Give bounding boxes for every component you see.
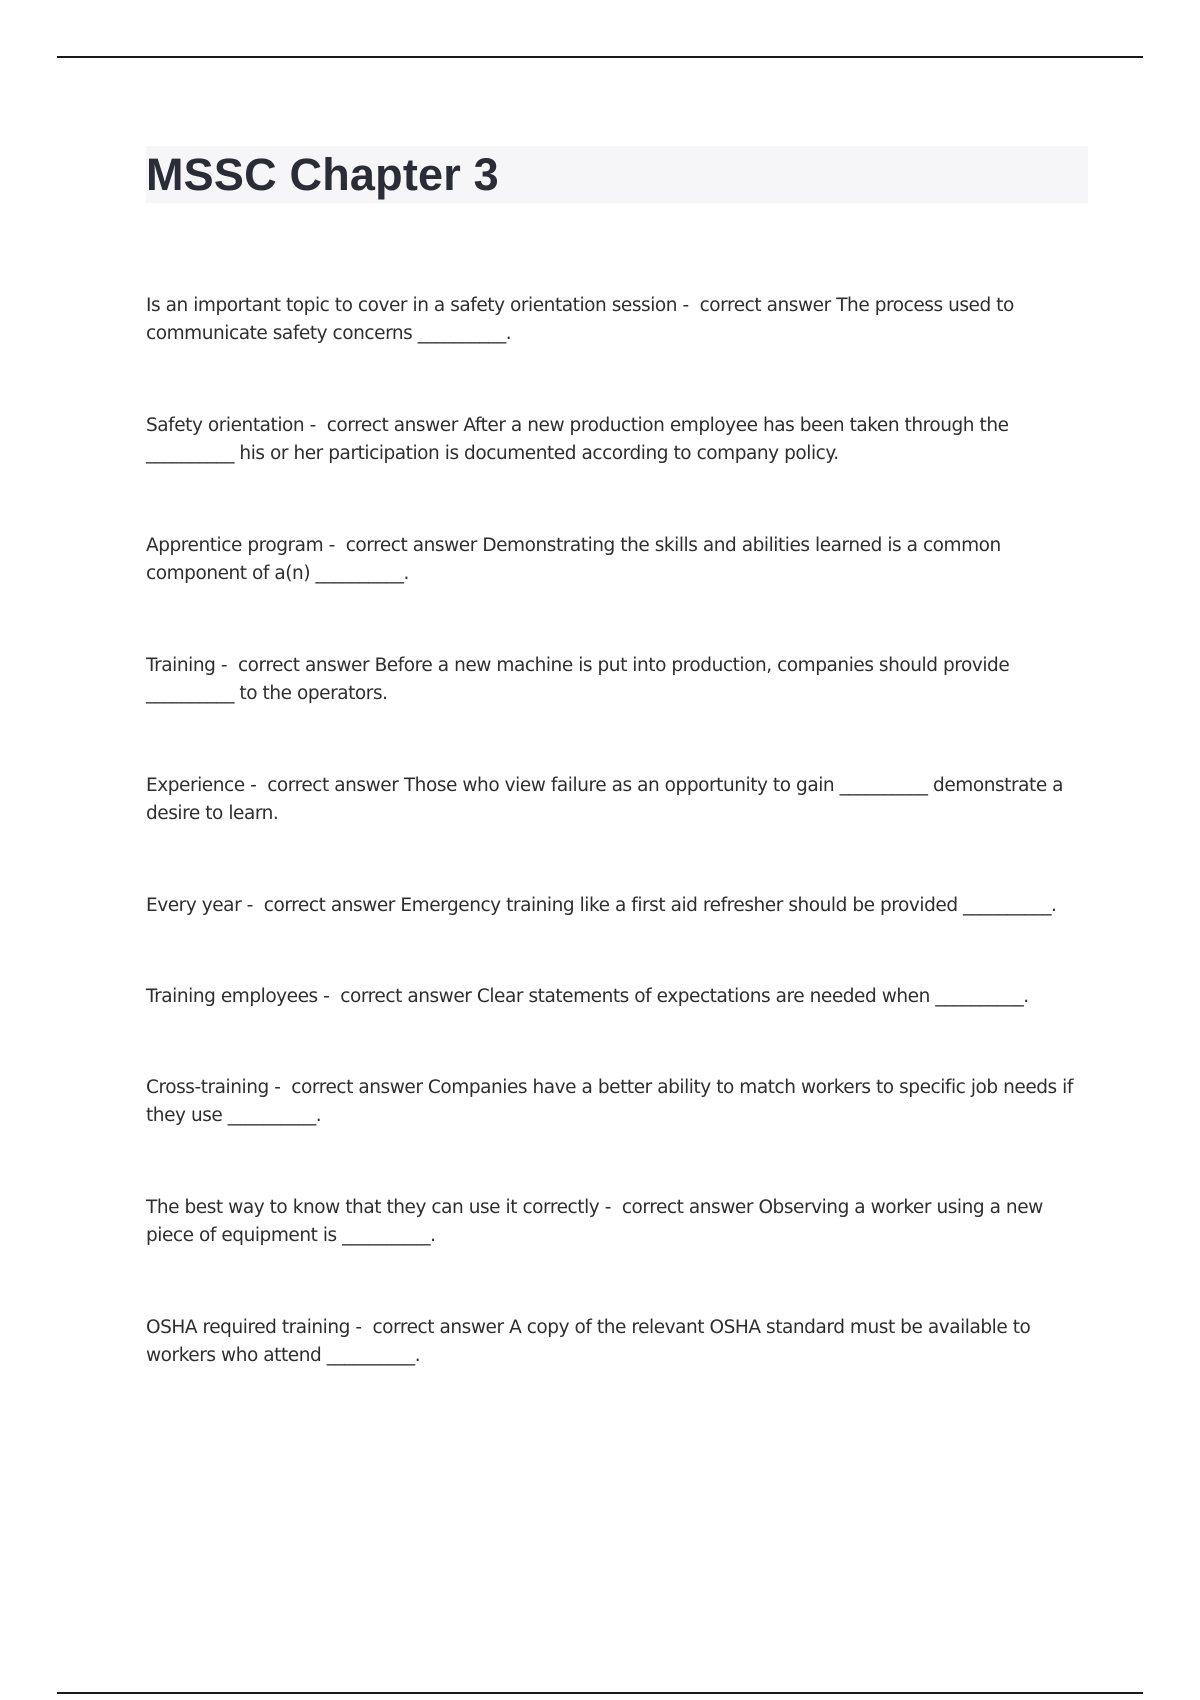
item-definition: Observing a worker using a new piece of equipment is __________. <box>146 1197 1043 1246</box>
flashcard-item <box>146 652 1086 708</box>
top-rule <box>57 56 1143 58</box>
item-answer-marker: correct answer <box>237 655 370 676</box>
flashcard-item <box>146 772 1086 828</box>
page-title: MSSC Chapter 3 <box>146 149 499 200</box>
bottom-rule <box>57 1692 1143 1694</box>
flashcard-item <box>146 1074 1086 1130</box>
flashcard-item <box>146 532 1086 588</box>
item-answer-marker: correct answer <box>699 295 831 316</box>
item-term: OSHA required training <box>146 1317 350 1338</box>
item-separator: - <box>677 295 700 316</box>
item-separator: - <box>349 1317 373 1338</box>
item-term: Every year <box>146 895 242 916</box>
item-definition: Demonstrating the skills and abilities learned is a common component of a(n) __________. <box>146 535 1001 584</box>
item-answer-marker: correct answer <box>621 1197 753 1218</box>
item-answer-marker: correct answer <box>326 415 458 436</box>
item-term: Training <box>146 655 216 676</box>
item-definition: After a new production employee has been taken through the __________ his or her participation is documented according to company policy. <box>146 415 1009 464</box>
flashcard-item <box>146 412 1086 468</box>
item-answer-marker: correct answer <box>291 1077 423 1098</box>
flashcard-item <box>146 983 1086 1011</box>
flashcard-item <box>146 892 1086 920</box>
flashcard-item <box>146 1314 1086 1370</box>
item-definition: Clear statements of expectations are needed when __________. <box>476 986 1029 1007</box>
item-separator: - <box>304 415 327 436</box>
item-term: Cross-training <box>146 1077 269 1098</box>
item-answer-marker: correct answer <box>267 775 399 796</box>
item-separator: - <box>215 655 238 676</box>
item-term: Experience <box>146 775 245 796</box>
item-definition: The process used to communicate safety concerns __________. <box>146 295 1014 344</box>
flashcard-item <box>146 1194 1086 1250</box>
item-term: Training employees <box>146 986 318 1007</box>
item-definition: Emergency training like a first aid refresher should be provided __________. <box>400 895 1057 916</box>
item-separator: - <box>599 1197 622 1218</box>
item-separator: - <box>268 1077 292 1098</box>
item-term: Is an important topic to cover in a safety orientation session <box>146 295 678 316</box>
item-separator: - <box>241 895 264 916</box>
flashcard-list <box>146 292 1086 1434</box>
flashcard-item <box>146 292 1086 348</box>
item-separator: - <box>323 535 346 556</box>
item-separator: - <box>317 986 341 1007</box>
item-term: Apprentice program <box>146 535 324 556</box>
item-separator: - <box>244 775 268 796</box>
item-answer-marker: correct answer <box>372 1317 504 1338</box>
item-term: The best way to know that they can use it correctly <box>146 1197 600 1218</box>
item-definition: Those who view failure as an opportunity to gain __________ demonstrate a desire to learn. <box>146 775 1064 824</box>
item-answer-marker: correct answer <box>263 895 395 916</box>
item-definition: Before a new machine is put into production, companies should provide __________ to the operators. <box>146 655 1010 704</box>
item-definition: Companies have a better ability to match workers to specific job needs if they use __________. <box>146 1077 1073 1126</box>
item-answer-marker: correct answer <box>345 535 477 556</box>
item-definition: A copy of the relevant OSHA standard must be available to workers who attend __________. <box>146 1317 1031 1366</box>
item-answer-marker: correct answer <box>340 986 472 1007</box>
item-term: Safety orientation <box>146 415 305 436</box>
